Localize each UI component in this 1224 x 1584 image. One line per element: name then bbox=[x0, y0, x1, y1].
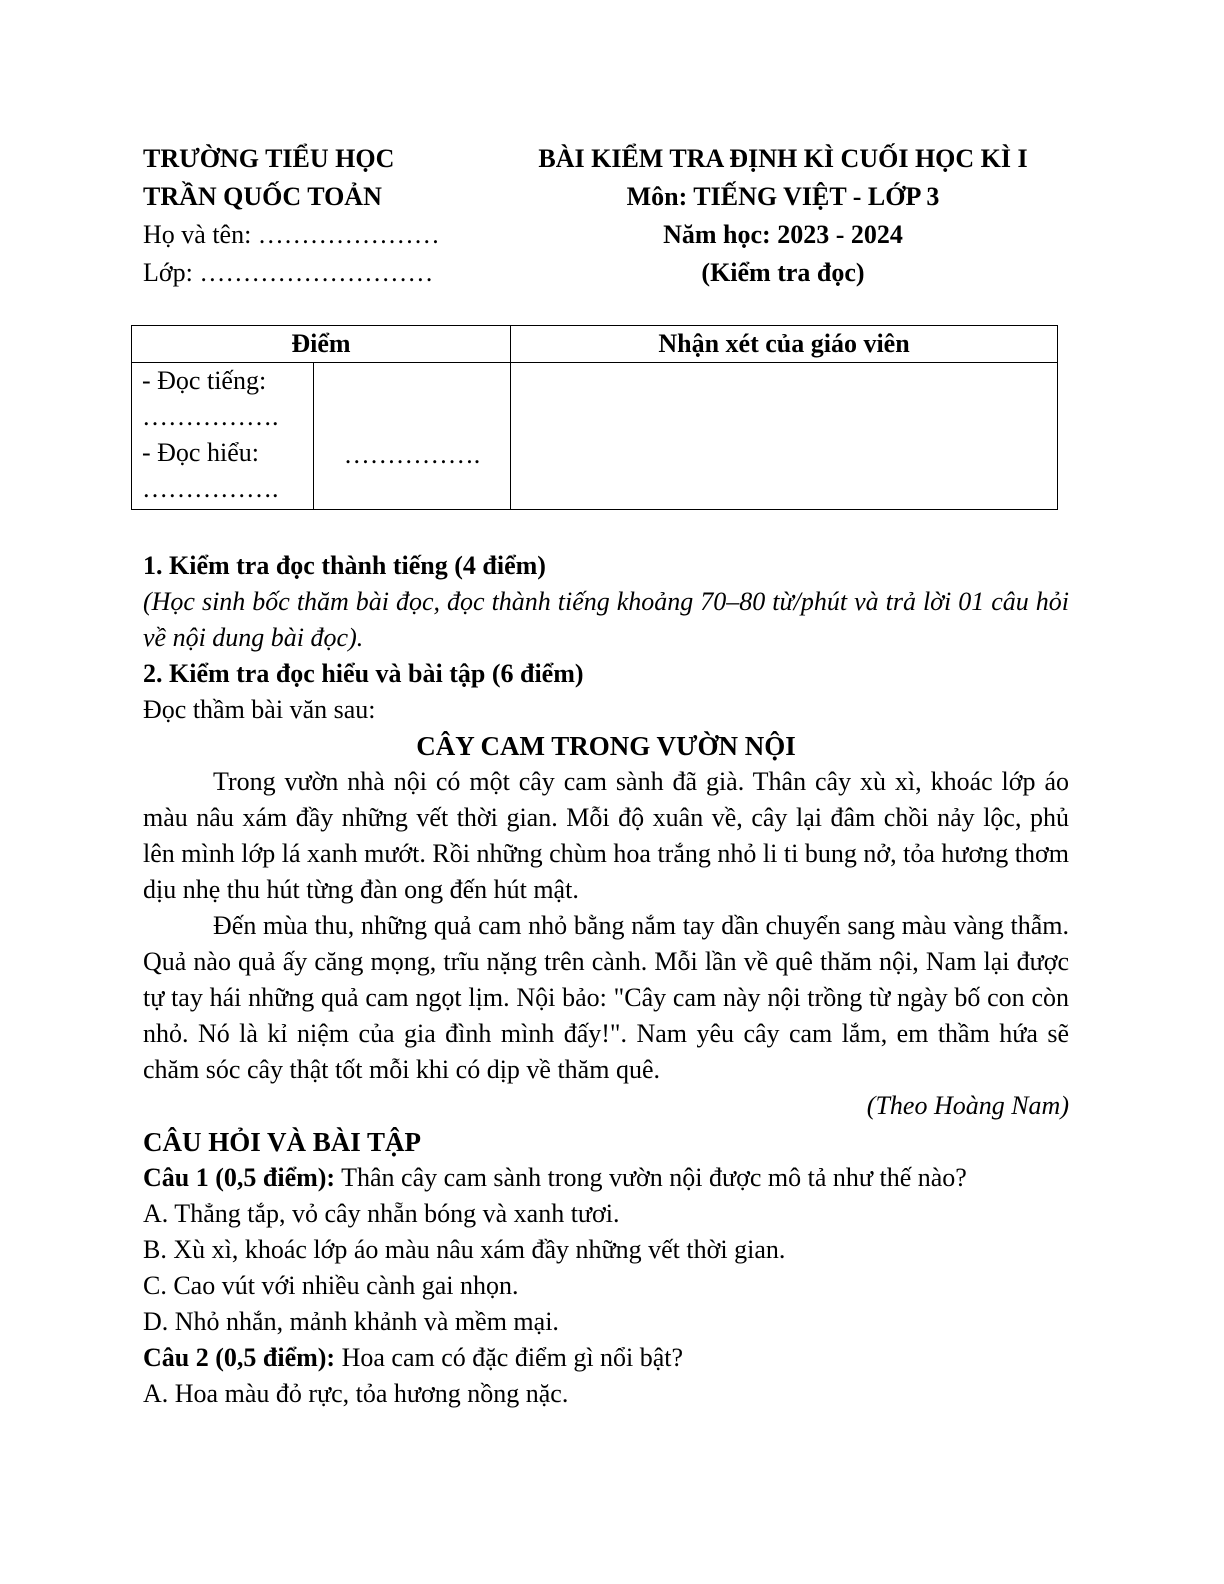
school-info bbox=[143, 140, 523, 292]
exam-content bbox=[143, 548, 1069, 1412]
teacher-comment-header: Nhận xét của giáo viên bbox=[511, 326, 1058, 363]
student-name-field[interactable]: Họ và tên: ………………… bbox=[143, 220, 440, 249]
total-score-cell bbox=[314, 363, 511, 510]
exam-title: BÀI KIỂM TRA ĐỊNH KÌ CUỐI HỌC KÌ I bbox=[538, 144, 1028, 173]
exam-subject: Môn: TIẾNG VIỆT - LỚP 3 bbox=[626, 182, 940, 211]
student-class-field[interactable]: Lớp: ……………………… bbox=[143, 258, 434, 287]
section-1-heading: 1. Kiểm tra đọc thành tiếng (4 điểm) bbox=[143, 551, 546, 580]
passage-source: (Theo Hoàng Nam) bbox=[866, 1091, 1069, 1120]
passage-paragraph-1: Trong vườn nhà nội có một cây cam sành đã già. Thân cây xù xì, khoác lớp áo màu nâu xám đầy những vết thời gian. Mỗi độ xuân về, cây lại đâm chồi nảy lộc, phủ lên mình lớp lá xanh mướt. Rồi những chùm hoa trắng nhỏ li ti bung nở, tỏa hương thơm dịu nhẹ thu hút từng đàn ong đến hút mật. bbox=[143, 767, 1069, 904]
exam-info bbox=[503, 140, 1063, 292]
question-1-option-a[interactable]: A. Thẳng tắp, vỏ cây nhẵn bóng và xanh tươi. bbox=[143, 1199, 620, 1228]
section-2-intro: Đọc thầm bài văn sau: bbox=[143, 695, 376, 724]
reading-comprehension-label: - Đọc hiểu: bbox=[142, 438, 259, 467]
school-year: Năm học: 2023 - 2024 bbox=[663, 220, 903, 249]
reading-comprehension-score[interactable]: ……………. bbox=[142, 474, 279, 503]
passage-title: CÂY CAM TRONG VƯỜN NỘI bbox=[416, 731, 796, 761]
question-1 bbox=[143, 1160, 1069, 1196]
score-header: Điểm bbox=[132, 326, 511, 363]
school-name-line-1: TRƯỜNG TIỂU HỌC bbox=[143, 144, 395, 173]
total-score[interactable]: ……………. bbox=[343, 440, 481, 469]
question-1-text: Thân cây cam sành trong vườn nội được mô tả như thế nào? bbox=[335, 1163, 967, 1192]
score-table bbox=[131, 325, 1058, 510]
reading-aloud-score[interactable]: ……………. bbox=[142, 402, 279, 431]
question-2 bbox=[143, 1340, 1069, 1376]
teacher-comment-cell[interactable] bbox=[511, 363, 1058, 510]
questions-heading: CÂU HỎI VÀ BÀI TẬP bbox=[143, 1127, 422, 1157]
school-name-line-2: TRẦN QUỐC TOẢN bbox=[143, 182, 382, 211]
question-2-label: Câu 2 (0,5 điểm): bbox=[143, 1343, 336, 1372]
passage-paragraph-2: Đến mùa thu, những quả cam nhỏ bằng nắm tay dần chuyển sang màu vàng thẫm. Quả nào quả ấy căng mọng, trĩu nặng trên cành. Mỗi lần về quê thăm nội, Nam lại được tự tay hái những quả cam ngọt lịm. Nội bảo: "Cây cam này nội trồng từ ngày bố con còn nhỏ. Nó là kỉ niệm của gia đình mình đấy!". Nam yêu cây cam lắm, em thầm hứa sẽ chăm sóc cây thật tốt mỗi khi có dịp về thăm quê. bbox=[143, 911, 1069, 1084]
question-1-option-b[interactable]: B. Xù xì, khoác lớp áo màu nâu xám đầy những vết thời gian. bbox=[143, 1235, 786, 1264]
question-1-label: Câu 1 (0,5 điểm): bbox=[143, 1163, 336, 1192]
exam-type: (Kiểm tra đọc) bbox=[701, 258, 865, 287]
score-table-body-row bbox=[132, 363, 1058, 510]
section-1-instruction: (Học sinh bốc thăm bài đọc, đọc thành tiếng khoảng 70–80 từ/phút và trả lời 01 câu hỏi về nội dung bài đọc). bbox=[143, 587, 1069, 652]
question-1-option-c[interactable]: C. Cao vút với nhiều cành gai nhọn. bbox=[143, 1271, 519, 1300]
score-table-header-row bbox=[132, 326, 1058, 363]
question-1-option-d[interactable]: D. Nhỏ nhắn, mảnh khảnh và mềm mại. bbox=[143, 1307, 559, 1336]
question-2-option-a[interactable]: A. Hoa màu đỏ rực, tỏa hương nồng nặc. bbox=[143, 1379, 569, 1408]
section-2-heading: 2. Kiểm tra đọc hiểu và bài tập (6 điểm) bbox=[143, 659, 584, 688]
question-2-text: Hoa cam có đặc điểm gì nổi bật? bbox=[335, 1343, 684, 1372]
reading-aloud-label: - Đọc tiếng: bbox=[142, 366, 267, 395]
score-breakdown-cell bbox=[132, 363, 314, 510]
